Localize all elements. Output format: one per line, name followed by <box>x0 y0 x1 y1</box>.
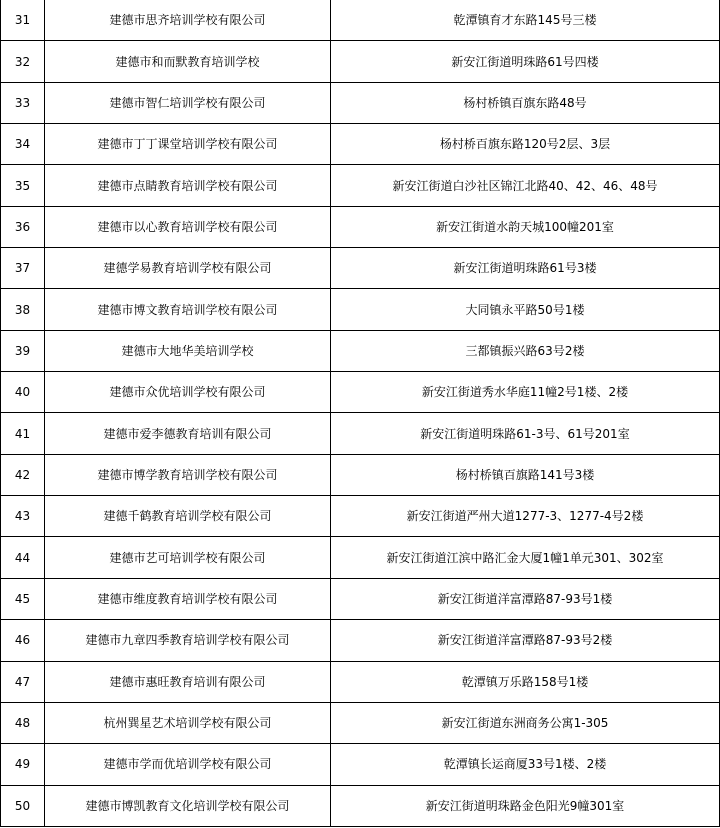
address-cell: 杨村桥镇百旗路141号3楼 <box>331 454 720 495</box>
table-row <box>1 165 720 206</box>
school-name-cell: 建德市艺可培训学校有限公司 <box>45 537 331 578</box>
school-name-cell: 建德市大地华美培训学校 <box>45 330 331 371</box>
table-row <box>1 372 720 413</box>
table-row <box>1 124 720 165</box>
school-name-cell: 建德市丁丁课堂培训学校有限公司 <box>45 124 331 165</box>
index-cell: 49 <box>1 744 45 785</box>
school-name-cell: 建德市和而默教育培训学校 <box>45 41 331 82</box>
address-cell: 杨村桥百旗东路120号2层、3层 <box>331 124 720 165</box>
index-cell: 48 <box>1 702 45 743</box>
address-cell: 乾潭镇育才东路145号三楼 <box>331 0 720 41</box>
address-cell: 乾潭镇长运商厦33号1楼、2楼 <box>331 744 720 785</box>
school-name-cell: 建德市学而优培训学校有限公司 <box>45 744 331 785</box>
table-row <box>1 578 720 619</box>
address-cell: 新安江街道江滨中路汇金大厦1幢1单元301、302室 <box>331 537 720 578</box>
table-row <box>1 289 720 330</box>
table-row <box>1 537 720 578</box>
index-cell: 43 <box>1 496 45 537</box>
index-cell: 36 <box>1 206 45 247</box>
address-cell: 新安江街道严州大道1277-3、1277-4号2楼 <box>331 496 720 537</box>
index-cell: 46 <box>1 620 45 661</box>
school-name-cell: 建德学易教育培训学校有限公司 <box>45 248 331 289</box>
table-row <box>1 248 720 289</box>
table-row <box>1 785 720 826</box>
school-name-cell: 建德市点睛教育培训学校有限公司 <box>45 165 331 206</box>
address-cell: 新安江街道水韵天城100幢201室 <box>331 206 720 247</box>
index-cell: 38 <box>1 289 45 330</box>
index-cell: 45 <box>1 578 45 619</box>
index-cell: 33 <box>1 82 45 123</box>
address-cell: 大同镇永平路50号1楼 <box>331 289 720 330</box>
school-name-cell: 建德市博凯教育文化培训学校有限公司 <box>45 785 331 826</box>
address-cell: 新安江街道明珠路61号3楼 <box>331 248 720 289</box>
table-row <box>1 661 720 702</box>
address-cell: 新安江街道白沙社区锦江北路40、42、46、48号 <box>331 165 720 206</box>
school-name-cell: 建德市博文教育培训学校有限公司 <box>45 289 331 330</box>
index-cell: 42 <box>1 454 45 495</box>
table-row <box>1 0 720 41</box>
school-name-cell: 建德市以心教育培训学校有限公司 <box>45 206 331 247</box>
index-cell: 39 <box>1 330 45 371</box>
index-cell: 34 <box>1 124 45 165</box>
address-cell: 新安江街道明珠路61-3号、61号201室 <box>331 413 720 454</box>
index-cell: 35 <box>1 165 45 206</box>
table-body <box>1 0 720 826</box>
table-row <box>1 330 720 371</box>
school-name-cell: 建德市博学教育培训学校有限公司 <box>45 454 331 495</box>
address-cell: 三都镇振兴路63号2楼 <box>331 330 720 371</box>
school-name-cell: 建德市九章四季教育培训学校有限公司 <box>45 620 331 661</box>
index-cell: 32 <box>1 41 45 82</box>
index-cell: 47 <box>1 661 45 702</box>
table-row <box>1 620 720 661</box>
address-cell: 新安江街道东洲商务公寓1-305 <box>331 702 720 743</box>
address-cell: 新安江街道洋富潭路87-93号1楼 <box>331 578 720 619</box>
address-cell: 新安江街道秀水华庭11幢2号1楼、2楼 <box>331 372 720 413</box>
school-name-cell: 建德市爱李德教育培训有限公司 <box>45 413 331 454</box>
address-cell: 杨村桥镇百旗东路48号 <box>331 82 720 123</box>
index-cell: 37 <box>1 248 45 289</box>
table-row <box>1 702 720 743</box>
table-row <box>1 413 720 454</box>
school-name-cell: 建德千鹤教育培训学校有限公司 <box>45 496 331 537</box>
index-cell: 41 <box>1 413 45 454</box>
address-cell: 新安江街道明珠路金色阳光9幢301室 <box>331 785 720 826</box>
school-name-cell: 建德市惠旺教育培训有限公司 <box>45 661 331 702</box>
school-name-cell: 建德市众优培训学校有限公司 <box>45 372 331 413</box>
table-row <box>1 496 720 537</box>
table-row <box>1 454 720 495</box>
address-cell: 乾潭镇万乐路158号1楼 <box>331 661 720 702</box>
index-cell: 44 <box>1 537 45 578</box>
table-row <box>1 206 720 247</box>
address-cell: 新安江街道洋富潭路87-93号2楼 <box>331 620 720 661</box>
school-name-cell: 建德市维度教育培训学校有限公司 <box>45 578 331 619</box>
school-name-cell: 建德市智仁培训学校有限公司 <box>45 82 331 123</box>
school-name-cell: 建德市思齐培训学校有限公司 <box>45 0 331 41</box>
index-cell: 50 <box>1 785 45 826</box>
address-cell: 新安江街道明珠路61号四楼 <box>331 41 720 82</box>
table-row <box>1 41 720 82</box>
school-name-cell: 杭州巽星艺术培训学校有限公司 <box>45 702 331 743</box>
table-row <box>1 82 720 123</box>
index-cell: 31 <box>1 0 45 41</box>
index-cell: 40 <box>1 372 45 413</box>
table-row <box>1 744 720 785</box>
